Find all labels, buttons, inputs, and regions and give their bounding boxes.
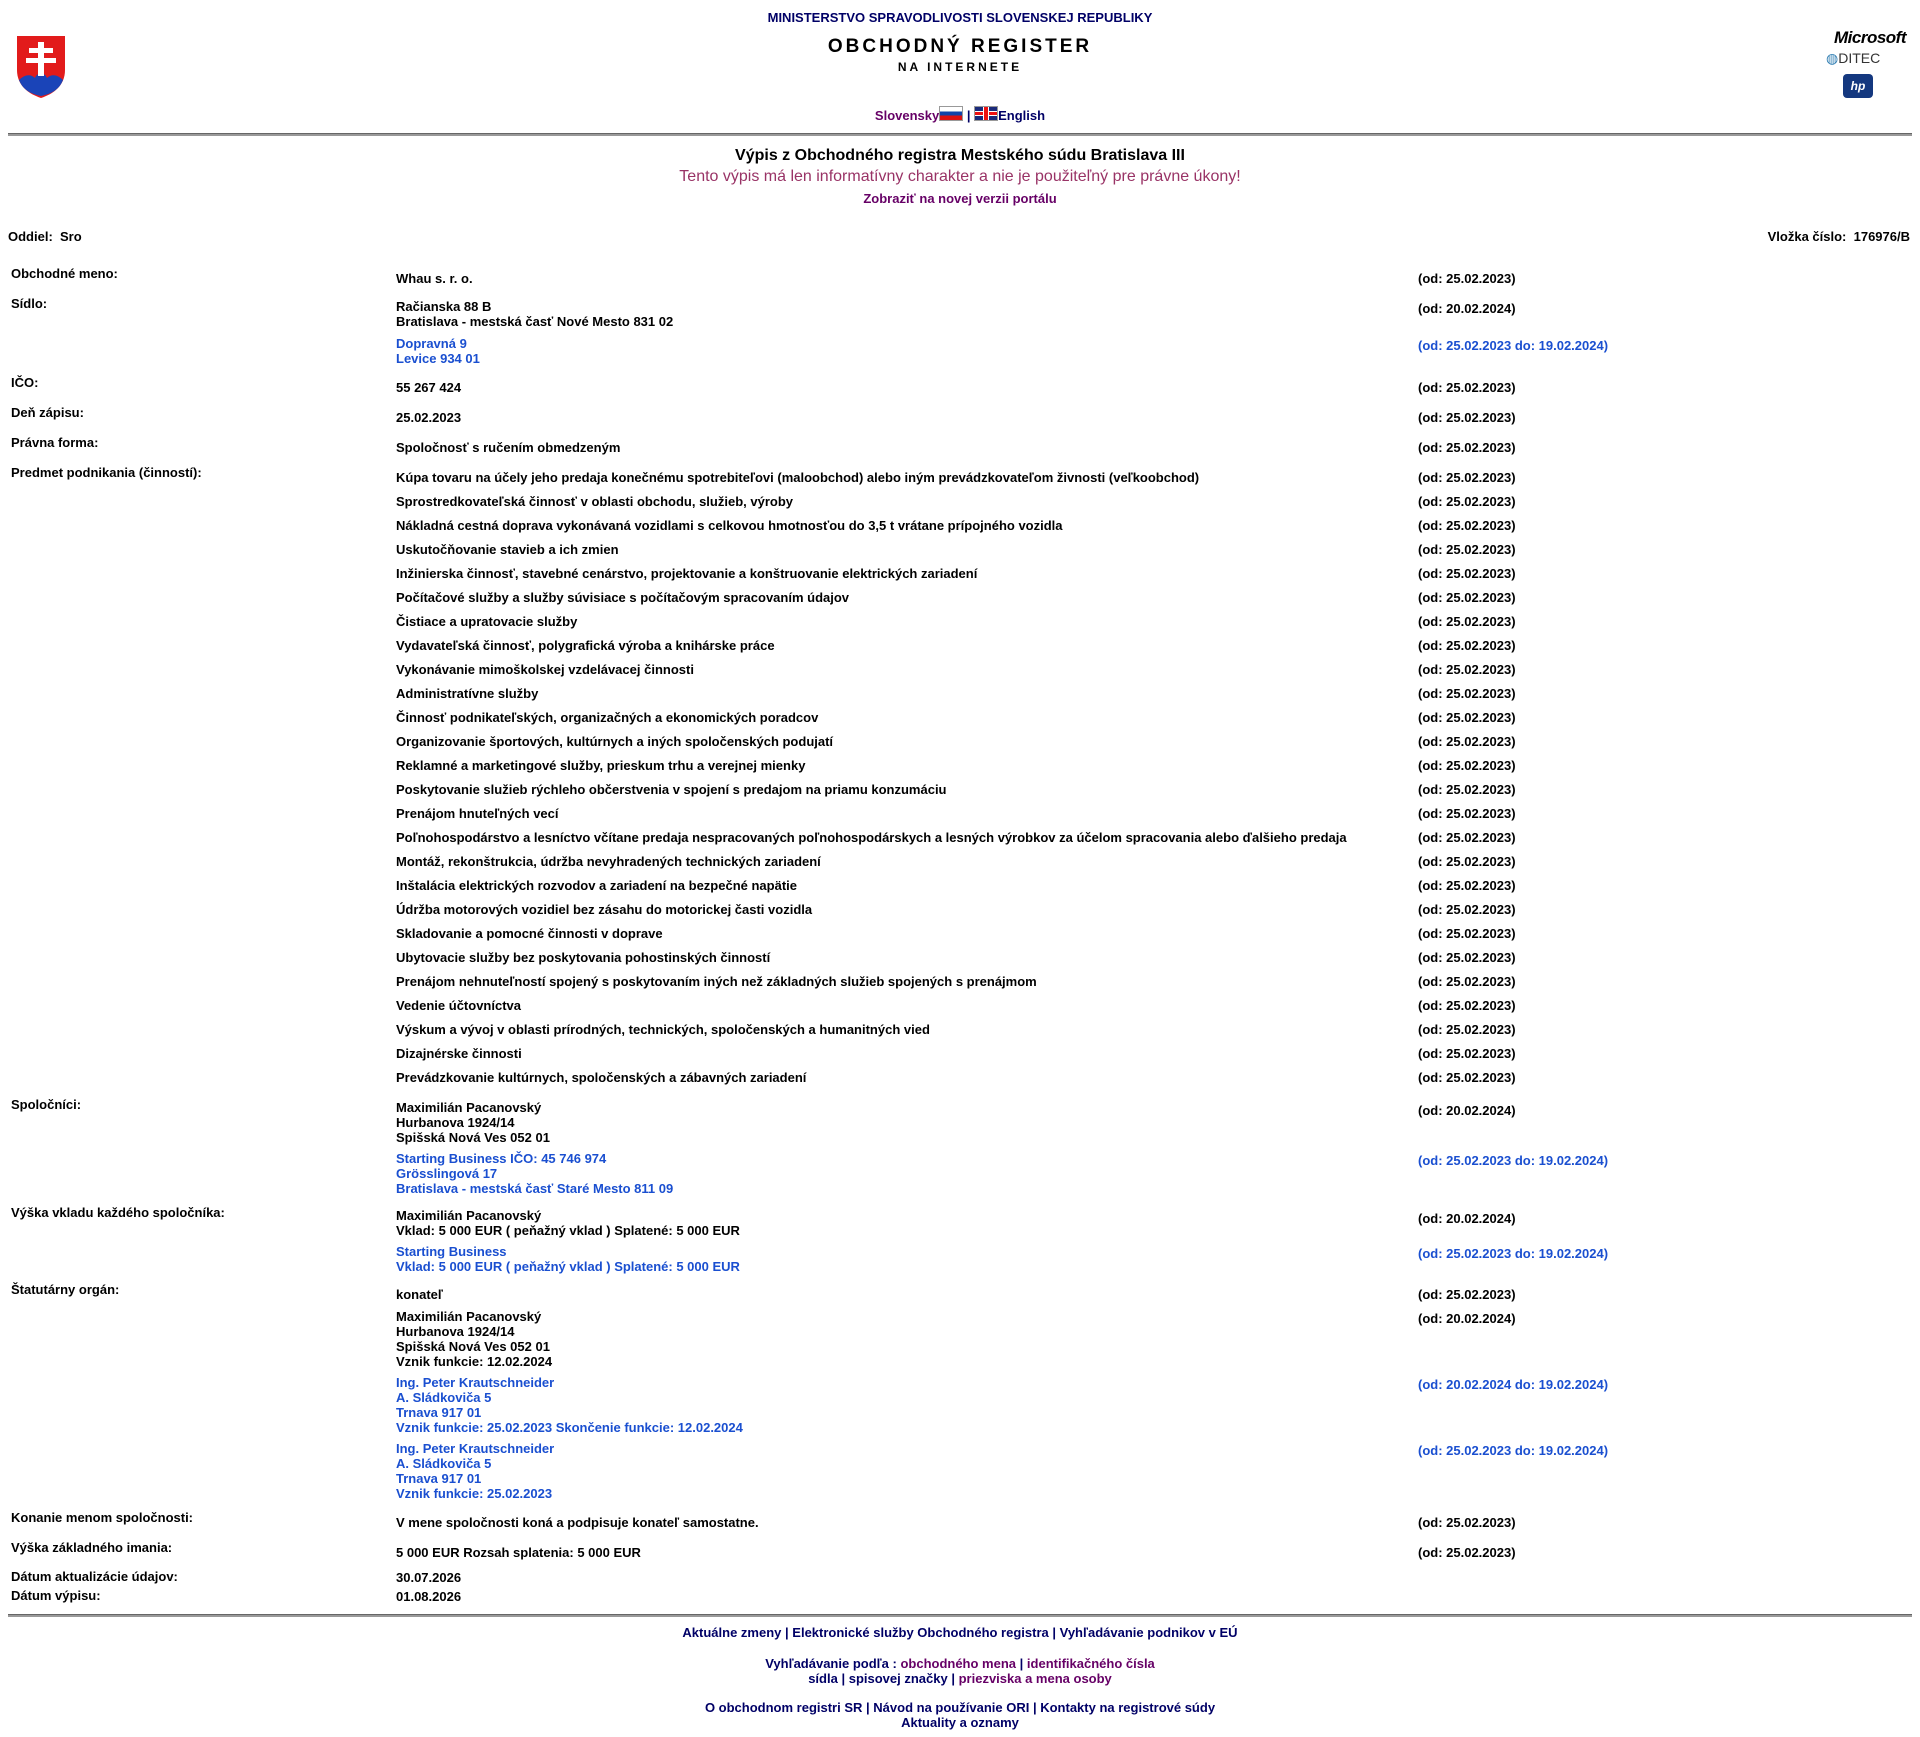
vypis-value: 01.08.2026 <box>396 1589 462 1604</box>
predmet-item-date: (od: 25.02.2023) <box>1418 734 1516 749</box>
statutar-old-line: A. Sládkoviča 5 <box>396 1390 492 1405</box>
predmet-item: Čistiace a upratovacie služby <box>396 614 578 629</box>
predmet-label: Predmet podnikania (činností): <box>11 465 202 480</box>
predmet-item: Prenájom hnuteľných vecí <box>396 806 559 821</box>
footer-links-main <box>0 1625 1920 1640</box>
predmet-item-date: (od: 25.02.2023) <box>1418 1022 1516 1037</box>
name-label: Obchodné meno: <box>11 266 118 281</box>
footer-separator: | <box>841 1671 846 1686</box>
statutar-label: Štatutárny orgán: <box>11 1282 120 1297</box>
statutar-role: konateľ <box>396 1287 443 1302</box>
predmet-item: Vedenie účtovníctva <box>396 998 521 1013</box>
predmet-item: Poľnohospodárstvo a lesníctvo včítane predaja nespracovaných poľnohospodárskych a lesných výrobkov za účelom spracovania alebo ďalšieho predaja <box>396 830 1347 845</box>
spolocnik-old-line: Bratislava - mestská časť Staré Mesto 811 09 <box>396 1181 674 1196</box>
predmet-item: Sprostredkovateľská činnosť v oblasti obchodu, služieb, výroby <box>396 494 794 509</box>
statutar-line: Hurbanova 1924/14 <box>396 1324 515 1339</box>
predmet-item: Organizovanie športových, kultúrnych a iných spoločenských podujatí <box>396 734 834 749</box>
predmet-item-date: (od: 25.02.2023) <box>1418 782 1516 797</box>
statutar-role-date: (od: 25.02.2023) <box>1418 1287 1516 1302</box>
statutar-old-line: Ing. Peter Krautschneider <box>396 1441 555 1456</box>
statutar-current-date: (od: 20.02.2024) <box>1418 1311 1516 1326</box>
sidlo-old <box>396 336 480 366</box>
spolocnik-current-date: (od: 20.02.2024) <box>1418 1103 1516 1118</box>
den-zapisu-date: (od: 25.02.2023) <box>1418 410 1516 425</box>
footer-divider <box>8 1614 1912 1617</box>
konanie-label: Konanie menom spoločnosti: <box>11 1510 194 1525</box>
header-divider <box>8 133 1912 136</box>
search-by-file-link[interactable]: spisovej značky <box>848 1671 948 1686</box>
predmet-item-date: (od: 25.02.2023) <box>1418 950 1516 965</box>
footer-separator: | <box>866 1700 870 1715</box>
statutar-old-line: Trnava 917 01 <box>396 1471 482 1486</box>
predmet-item: Prenájom nehnuteľností spojený s poskytovaním iných než základných služieb spojených s prenájmom <box>396 974 1037 989</box>
predmet-item: Ubytovacie služby bez poskytovania pohostinských činností <box>396 950 771 965</box>
footer-separator: | <box>1052 1625 1057 1640</box>
uk-flag-icon[interactable] <box>974 106 998 121</box>
footer-info-line <box>0 1700 1920 1715</box>
sidlo-old-line: Levice 934 01 <box>396 351 480 366</box>
predmet-item: Nákladná cestná doprava vykonávaná vozidlami s celkovou hmotnosťou do 3,5 t vrátane prípojného vozidla <box>396 518 1063 533</box>
ministry-title: MINISTERSTVO SPRAVODLIVOSTI SLOVENSKEJ REPUBLIKY <box>767 10 1153 25</box>
footer-search-line2 <box>0 1671 1920 1686</box>
predmet-item-date: (od: 25.02.2023) <box>1418 974 1516 989</box>
vlozka-label: Vložka číslo: <box>1767 229 1847 244</box>
microsoft-logo: Microsoft <box>1834 28 1906 47</box>
sidlo-current-date: (od: 20.02.2024) <box>1418 301 1516 316</box>
den-zapisu-value: 25.02.2023 <box>396 410 462 425</box>
spolocnik-old-date: (od: 25.02.2023 do: 19.02.2024) <box>1418 1153 1609 1168</box>
footer-link-aktuality[interactable]: Aktuality a oznamy <box>901 1715 1019 1730</box>
predmet-item-date: (od: 25.02.2023) <box>1418 542 1516 557</box>
statutar-old-line: Ing. Peter Krautschneider <box>396 1375 555 1390</box>
predmet-item: Montáž, rekonštrukcia, údržba nevyhradených technických zariadení <box>396 854 821 869</box>
aktualizacia-value: 30.07.2026 <box>396 1570 462 1585</box>
predmet-item-date: (od: 25.02.2023) <box>1418 998 1516 1013</box>
footer-link-o-registri[interactable]: O obchodnom registri SR <box>704 1700 863 1715</box>
predmet-item: Výskum a vývoj v oblasti prírodných, technických, spoločenských a humanitných vied <box>396 1022 930 1037</box>
footer-separator: | <box>951 1671 955 1686</box>
search-by-name-link[interactable]: obchodného mena <box>900 1656 1017 1671</box>
lang-separator: | <box>966 108 971 123</box>
konanie-date: (od: 25.02.2023) <box>1418 1515 1516 1530</box>
statutar-old-line: A. Sládkoviča 5 <box>396 1456 492 1471</box>
predmet-item: Poskytovanie služieb rýchleho občerstvenia v spojení s predajom na priamu konzumáciu <box>396 782 947 797</box>
sidlo-current <box>396 299 673 329</box>
name-date: (od: 25.02.2023) <box>1418 271 1516 286</box>
hp-logo: hp <box>1843 74 1873 98</box>
predmet-item-date: (od: 25.02.2023) <box>1418 566 1516 581</box>
predmet-item-date: (od: 25.02.2023) <box>1418 902 1516 917</box>
spolocnik-current <box>396 1100 550 1145</box>
statutar-old1-date: (od: 20.02.2024 do: 19.02.2024) <box>1418 1377 1609 1392</box>
predmet-item-date: (od: 25.02.2023) <box>1418 590 1516 605</box>
search-by-person-link[interactable]: priezviska a mena osoby <box>958 1671 1112 1686</box>
imanie-value: 5 000 EUR Rozsah splatenia: 5 000 EUR <box>396 1545 641 1560</box>
sidlo-old-line: Dopravná 9 <box>396 336 467 351</box>
footer-link-navod[interactable]: Návod na používanie ORI <box>873 1700 1030 1715</box>
spolocnik-line: Maximilián Pacanovský <box>396 1100 542 1115</box>
name-value: Whau s. r. o. <box>396 271 473 286</box>
aktualizacia-label: Dátum aktualizácie údajov: <box>11 1569 178 1584</box>
oddiel <box>8 229 82 244</box>
vlozka-value: 176976/B <box>1853 229 1910 244</box>
statutar-line: Maximilián Pacanovský <box>396 1309 542 1324</box>
statutar-line: Vznik funkcie: 12.02.2024 <box>396 1354 553 1369</box>
vklad-label: Výška vkladu každého spoločníka: <box>11 1205 225 1220</box>
vklad-old <box>396 1244 740 1274</box>
footer-search-prefix: Vyhľadávanie podľa : <box>765 1656 897 1671</box>
footer-link-elektronicke-sluzby[interactable]: Elektronické služby Obchodného registra <box>792 1625 1049 1640</box>
ico-label: IČO: <box>11 375 39 390</box>
predmet-item: Prevádzkovanie kultúrnych, spoločenských a zábavných zariadení <box>396 1070 807 1085</box>
konanie-value: V mene spoločnosti koná a podpisuje konateľ samostatne. <box>396 1515 759 1530</box>
oddiel-label: Oddiel: <box>8 229 53 244</box>
vklad-current <box>396 1208 740 1238</box>
extract-title: Výpis z Obchodného registra Mestského súdu Bratislava III <box>735 147 1185 164</box>
predmet-item-date: (od: 25.02.2023) <box>1418 758 1516 773</box>
sidlo-line: Bratislava - mestská časť Nové Mesto 831 02 <box>396 314 674 329</box>
footer-link-vyhladavanie-eu[interactable]: Vyhľadávanie podnikov v EÚ <box>1059 1625 1238 1640</box>
pravna-forma-label: Právna forma: <box>11 435 99 450</box>
predmet-item-date: (od: 25.02.2023) <box>1418 662 1516 677</box>
footer-link-aktualne-zmeny[interactable]: Aktuálne zmeny <box>682 1625 782 1640</box>
vypis-label: Dátum výpisu: <box>11 1588 101 1603</box>
footer-separator: | <box>1032 1700 1037 1715</box>
predmet-item-date: (od: 25.02.2023) <box>1418 494 1516 509</box>
spolocnik-old <box>396 1151 673 1196</box>
search-by-seat-link[interactable]: sídla <box>808 1671 838 1686</box>
imanie-label: Výška základného imania: <box>11 1540 173 1555</box>
footer-separator: | <box>1019 1656 1024 1671</box>
predmet-item: Inžinierska činnosť, stavebné cenárstvo, projektovanie a konštruovanie elektrických zariadení <box>396 566 978 581</box>
predmet-item-date: (od: 25.02.2023) <box>1418 470 1516 485</box>
ditec-logo-text: DITEC <box>1838 50 1881 66</box>
statutar-line: Spišská Nová Ves 052 01 <box>396 1339 550 1354</box>
predmet-item-date: (od: 25.02.2023) <box>1418 614 1516 629</box>
footer-search-line1 <box>0 1656 1920 1671</box>
predmet-item-date: (od: 25.02.2023) <box>1418 926 1516 941</box>
pravna-forma-value: Spoločnosť s ručením obmedzeným <box>396 440 621 455</box>
vklad-line: Vklad: 5 000 EUR ( peňažný vklad ) Splatené: 5 000 EUR <box>396 1223 740 1238</box>
statutar-current <box>396 1309 552 1369</box>
spolocnik-line: Hurbanova 1924/14 <box>396 1115 515 1130</box>
predmet-item-date: (od: 25.02.2023) <box>1418 854 1516 869</box>
statutar-old-line: Vznik funkcie: 25.02.2023 Skončenie funkcie: 12.02.2024 <box>396 1420 743 1435</box>
predmet-item: Vykonávanie mimoškolskej vzdelávacej činnosti <box>396 662 694 677</box>
statutar-old-line: Vznik funkcie: 25.02.2023 <box>396 1486 553 1501</box>
predmet-item: Administratívne služby <box>396 686 539 701</box>
predmet-item-date: (od: 25.02.2023) <box>1418 830 1516 845</box>
vlozka <box>1768 229 1910 244</box>
predmet-item-date: (od: 25.02.2023) <box>1418 1046 1516 1061</box>
ditec-globe-icon: ◍ <box>1826 50 1839 66</box>
predmet-item-date: (od: 25.02.2023) <box>1418 686 1516 701</box>
sidlo-line: Račianska 88 B <box>396 299 492 314</box>
lang-sk-link[interactable]: Slovensky <box>874 108 940 123</box>
statutar-old2 <box>396 1441 554 1501</box>
pravna-forma-date: (od: 25.02.2023) <box>1418 440 1516 455</box>
predmet-item: Uskutočňovanie stavieb a ich zmien <box>396 542 619 557</box>
predmet-item-date: (od: 25.02.2023) <box>1418 1070 1516 1085</box>
slovak-flag-icon[interactable] <box>939 106 963 121</box>
vklad-old-line: Starting Business <box>396 1244 507 1259</box>
spolocnik-line: Spišská Nová Ves 052 01 <box>396 1130 550 1145</box>
vklad-old-line: Vklad: 5 000 EUR ( peňažný vklad ) Splatené: 5 000 EUR <box>396 1259 740 1274</box>
statutar-old2-date: (od: 25.02.2023 do: 19.02.2024) <box>1418 1443 1609 1458</box>
predmet-item: Skladovanie a pomocné činnosti v doprave <box>396 926 663 941</box>
predmet-item-date: (od: 25.02.2023) <box>1418 806 1516 821</box>
register-subtitle: NA INTERNETE <box>897 60 1023 74</box>
footer-separator: | <box>785 1625 789 1640</box>
vklad-line: Maximilián Pacanovský <box>396 1208 542 1223</box>
language-switcher <box>0 106 1920 123</box>
predmet-item: Vydavateľská činnosť, polygrafická výroba a knihárske práce <box>396 638 775 653</box>
footer-link-kontakty[interactable]: Kontakty na registrové súdy <box>1040 1700 1216 1715</box>
ico-value: 55 267 424 <box>396 380 462 395</box>
oddiel-value: Sro <box>60 229 82 244</box>
predmet-item: Údržba motorových vozidiel bez zásahu do motorickej časti vozidla <box>396 902 813 917</box>
ditec-logo <box>1826 50 1906 67</box>
sidlo-label: Sídlo: <box>11 296 48 311</box>
vklad-current-date: (od: 20.02.2024) <box>1418 1211 1516 1226</box>
predmet-item-date: (od: 25.02.2023) <box>1418 710 1516 725</box>
statutar-old-line: Trnava 917 01 <box>396 1405 482 1420</box>
predmet-item-date: (od: 25.02.2023) <box>1418 878 1516 893</box>
spolocnici-label: Spoločníci: <box>11 1097 82 1112</box>
predmet-item: Kúpa tovaru na účely jeho predaja konečnému spotrebiteľovi (maloobchod) alebo iným prevádzkovateľom živnosti (veľkoobchod) <box>396 470 1200 485</box>
predmet-item: Činnosť podnikateľských, organizačných a ekonomických poradcov <box>396 710 819 725</box>
sidlo-old-date: (od: 25.02.2023 do: 19.02.2024) <box>1418 338 1609 353</box>
vklad-old-date: (od: 25.02.2023 do: 19.02.2024) <box>1418 1246 1609 1261</box>
predmet-item: Inštalácia elektrických rozvodov a zariadení na bezpečné napätie <box>396 878 797 893</box>
den-zapisu-label: Deň zápisu: <box>11 405 84 420</box>
predmet-item-date: (od: 25.02.2023) <box>1418 638 1516 653</box>
spolocnik-old-line: Starting Business IČO: 45 746 974 <box>396 1151 607 1166</box>
imanie-date: (od: 25.02.2023) <box>1418 1545 1516 1560</box>
lang-en-link[interactable]: English <box>998 108 1046 123</box>
statutar-old1 <box>396 1375 743 1435</box>
predmet-item: Počítačové služby a služby súvisiace s počítačovým spracovaním údajov <box>396 590 850 605</box>
new-portal-link[interactable]: Zobraziť na novej verzii portálu <box>863 191 1057 206</box>
predmet-item-date: (od: 25.02.2023) <box>1418 518 1516 533</box>
predmet-item: Dizajnérske činnosti <box>396 1046 522 1061</box>
ico-date: (od: 25.02.2023) <box>1418 380 1516 395</box>
register-title: OBCHODNÝ REGISTER <box>827 36 1093 57</box>
informative-warning: Tento výpis má len informatívny charakter a nie je použiteľný pre právne úkony! <box>679 168 1241 185</box>
spolocnik-old-line: Grösslingová 17 <box>396 1166 498 1181</box>
predmet-item: Reklamné a marketingové služby, prieskum trhu a verejnej mienky <box>396 758 806 773</box>
search-by-id-link[interactable]: identifikačného čísla <box>1026 1656 1155 1671</box>
